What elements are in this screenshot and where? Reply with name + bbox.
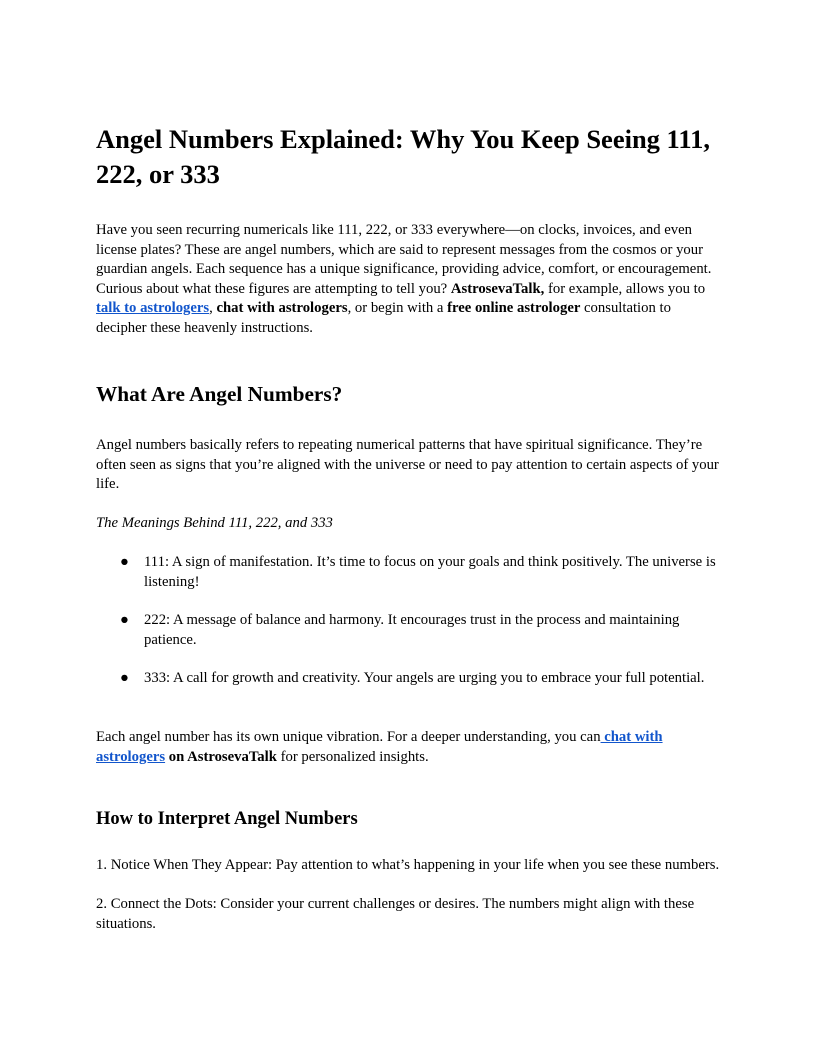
page-title: Angel Numbers Explained: Why You Keep Seeing 111, 222, or 333 — [96, 124, 711, 189]
intro-paragraph: Have you seen recurring numericals like 111, 222, or 333 everywhere—on clocks, invoices, and even license plates? These are angel numbers, which are said to represent messages from the cosmos or your guardian angels. Each sequence has a unique significance, providing advice, comfort, or encouragement. Curious about what these figures are attempting to tell you? AstrosevaTalk, for example, allows you to talk to astrologers, chat with astrologers, or begin with a free online astrologer consultation to decipher these heavenly instructions. — [96, 222, 712, 336]
list-item: ● 222: A message of balance and harmony. It encourages trust in the process and maintaining patience. — [120, 612, 680, 648]
section-heading-how-to-interpret: How to Interpret Angel Numbers — [96, 809, 358, 829]
brand-name: AstrosevaTalk, — [450, 280, 545, 297]
chat-with-astrologers-text: chat with astrologers — [216, 300, 348, 317]
step-2-paragraph: 2. Connect the Dots: Consider your current challenges or desires. The numbers might align with these situations. — [96, 896, 695, 932]
closing-paragraph: Each angel number has its own unique vibration. For a deeper understanding, you can chat with astrologers on AstrosevaTalk for personalized insights. — [96, 729, 663, 765]
bullet-icon: ● — [120, 670, 129, 686]
chat-with-astrologers-link[interactable]: chat with astrologers — [96, 729, 663, 765]
free-online-astrologer-text: free online astrologer — [447, 300, 581, 317]
talk-to-astrologers-link[interactable]: talk to astrologers — [96, 300, 210, 317]
list-item: ● 111: A sign of manifestation. It’s time to focus on your goals and think positively. The universe is listening! — [120, 554, 716, 590]
what-are-angel-numbers-paragraph: Angel numbers basically refers to repeating numerical patterns that have spiritual significance. They’re often seen as signs that you’re aligned with the universe or need to pay attention to certain aspects of your life. — [96, 437, 719, 493]
section-heading-what-are-angel-numbers: What Are Angel Numbers? — [96, 382, 343, 406]
meanings-subheading: The Meanings Behind 111, 222, and 333 — [96, 515, 333, 531]
step-1-paragraph: 1. Notice When They Appear: Pay attention to what’s happening in your life when you see these numbers. — [96, 857, 720, 873]
on-astrosevatalk-text: on AstrosevaTalk — [165, 748, 277, 765]
bullet-icon: ● — [120, 612, 129, 628]
bullet-icon: ● — [120, 554, 129, 570]
list-item: ● 333: A call for growth and creativity. Your angels are urging you to embrace your full potential. — [96, 669, 722, 689]
